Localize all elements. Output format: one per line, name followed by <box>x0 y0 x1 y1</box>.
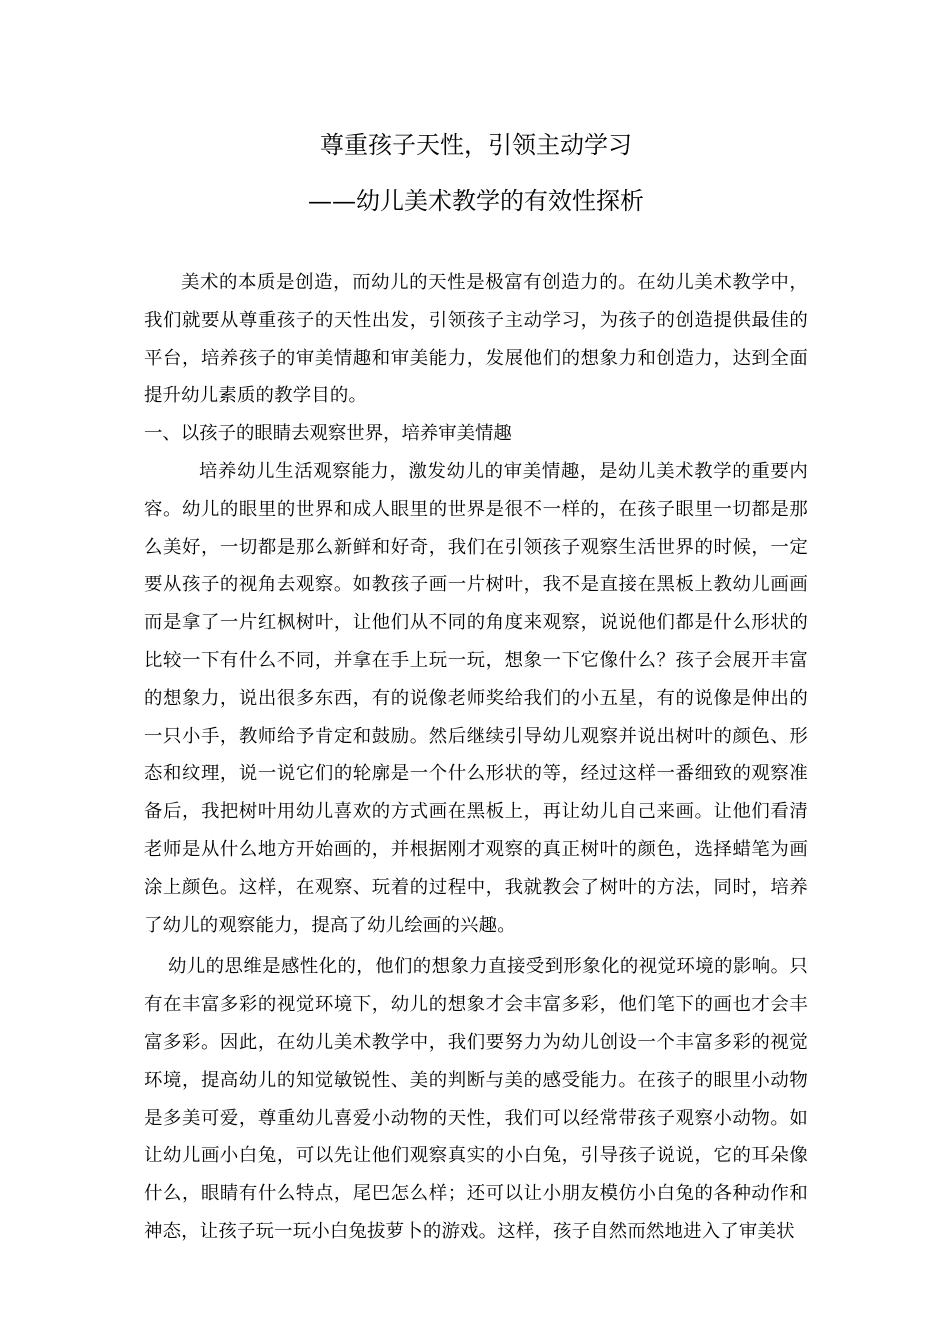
section-heading-1: 一、以孩子的眼睛去观察世界，培养审美情趣 <box>144 423 512 445</box>
paragraph-observation: 培养幼儿生活观察能力，激发幼儿的审美情趣，是幼儿美术教学的重要内容。幼儿的眼里的世界和成人眼里的世界是很不一样的，在孩子眼里一切都是那么美好，一切都是那么新鲜和好奇，我们在引领孩子观察生活世界的时候，一定要从孩子的视角去观察。如教孩子画一片树叶，我不是直接在黑板上教幼儿画画而是拿了一片红枫树叶，让他们从不同的角度来观察，说说他们都是什么形状的比较一下有什么不同，并拿在手上玩一玩，想象一下它像什么？孩子会展开丰富的想象力，说出很多东西，有的说像老师奖给我们的小五星，有的说像是伸出的一只小手，教师给予肯定和鼓励。然后继续引导幼儿观察并说出树叶的颜色、形态和纹理，说一说它们的轮廓是一个什么形状的等，经过这样一番细致的观察准备后，我把树叶用幼儿喜欢的方式画在黑板上，再让幼儿自己来画。让他们看清老师是从什么地方开始画的，并根据刚才观察的真正树叶的颜色，选择蜡笔为画涂上颜色。这样，在观察、玩着的过程中，我就教会了树叶的方法，同时，培养了幼儿的观察能力，提高了幼儿绘画的兴趣。 <box>144 460 808 936</box>
document-subtitle: ——幼儿美术教学的有效性探析 <box>308 187 644 215</box>
paragraph-intro: 美术的本质是创造，而幼儿的天性是极富有创造力的。在幼儿美术教学中，我们就要从尊重孩子的天性出发，引领孩子主动学习，为孩子的创造提供最佳的平台，培养孩子的审美情趣和审美能力，发展他们的想象力和创造力，达到全面提升幼儿素质的教学目的。 <box>144 272 808 407</box>
document-title: 尊重孩子天性，引领主动学习 <box>320 131 632 159</box>
paragraph-visual-environment: 幼儿的思维是感性化的，他们的想象力直接受到形象化的视觉环境的影响。只有在丰富多彩的视觉环境下，幼儿的想象才会丰富多彩，他们笔下的画也才会丰富多彩。因此，在幼儿美术教学中，我们要努力为幼儿创设一个丰富多彩的视觉环境，提高幼儿的知觉敏锐性、美的判断与美的感受能力。在孩子的眼里小动物是多美可爱，尊重幼儿喜爱小动物的天性，我们可以经常带孩子观察小动物。如让幼儿画小白兔，可以先让他们观察真实的小白兔，引导孩子说说，它的耳朵像什么，眼睛有什么特点，尾巴怎么样；还可以让小朋友模仿小白兔的各种动作和神态，让孩子玩一玩小白兔拔萝卜的游戏。这样，孩子自然而然地进入了审美状 <box>144 956 808 1242</box>
document-body <box>144 264 808 1251</box>
document-page <box>144 128 808 1251</box>
